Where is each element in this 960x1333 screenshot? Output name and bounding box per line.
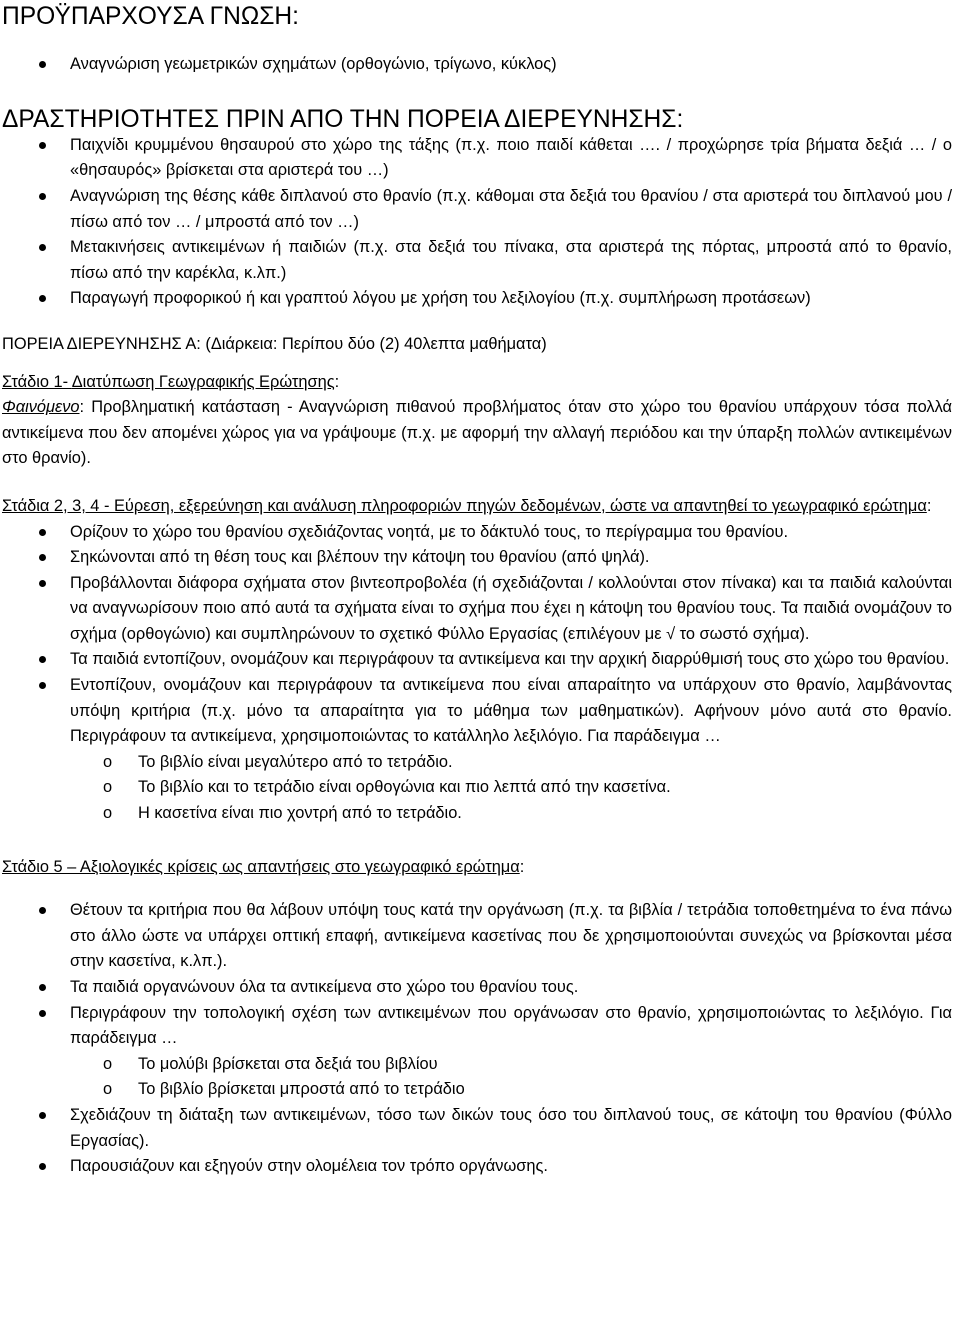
stage234-list xyxy=(2,520,952,750)
pre-activities-heading: ΔΡΑΣΤΗΡΙΟΤΗΤΕΣ ΠΡΙΝ ΑΠΟ ΤΗΝ ΠΟΡΕΙΑ ΔΙΕΡΕΥΝΗΣΗΣ: xyxy=(2,106,684,134)
stage234-title xyxy=(2,494,952,520)
list-item: Περιγράφουν την τοπολογική σχέση των αντικειμένων που οργάνωσαν στο θρανίο, χρησιμοποιώντας το λεξιλόγιο. Για παράδειγμα … xyxy=(2,1001,952,1052)
list-item: Τα παιδιά εντοπίζουν, ονομάζουν και περιγράφουν τα αντικείμενα και την αρχική διαρρύθμισή τους στο χώρο του θρανίου. xyxy=(2,647,952,673)
prior-knowledge-list xyxy=(2,52,952,78)
stage1-title-main: Διατύπωση Γεωγραφικής Ερώτησης xyxy=(71,372,335,391)
example-item: o Το μολύβι βρίσκεται στα δεξιά του βιβλίου xyxy=(70,1052,952,1078)
stage5-title-text: Στάδιο 5 – Αξιολογικές κρίσεις ως απαντήσεις στο γεωγραφικό ερώτημα xyxy=(2,857,520,876)
example-item: o Το βιβλίο είναι μεγαλύτερο από το τετράδιο. xyxy=(70,750,952,776)
list-item: Τα παιδιά οργανώνουν όλα τα αντικείμενα στο χώρο του θρανίου τους. xyxy=(2,975,952,1001)
list-item: Παραγωγή προφορικού ή και γραπτού λόγου με χρήση του λεξιλογίου (π.χ. συμπλήρωση προτάσεων) xyxy=(2,286,952,312)
stage234-title-suffix: : xyxy=(926,496,932,515)
prior-knowledge-heading: ΠΡΟΫΠΑΡΧΟΥΣΑ ΓΝΩΣΗ: xyxy=(2,3,300,30)
inquiry-heading: ΠΟΡΕΙΑ ΔΙΕΡΕΥΝΗΣΗΣ Α xyxy=(2,334,197,353)
stage1-text: : Προβληματική κατάσταση - Αναγνώριση πιθανού προβλήματος όταν στο χώρο του θρανίου υπάρχουν τόσα πολλά αντικείμενα που δεν απομένει χώρος για να γράψουμε (π.χ. με αφορμή την αλλαγή περιόδου και την ύπαρξη πολλών αντικειμένων στο θρανίο). xyxy=(2,398,952,468)
list-item: Μετακινήσεις αντικειμένων ή παιδιών (π.χ. στα δεξιά του πίνακα, στα αριστερά της πόρτας, μπροστά από το θρανίο, πίσω από την καρέκλα, κ.λπ.) xyxy=(2,235,952,286)
stage1-title-prefix: Στάδιο 1- xyxy=(2,372,72,391)
example-item: o Το βιβλίο βρίσκεται μπροστά από το τετράδιο xyxy=(70,1077,952,1103)
inquiry-heading-line xyxy=(2,332,952,358)
list-item: Αναγνώριση γεωμετρικών σχημάτων (ορθογώνιο, τρίγωνο, κύκλος) xyxy=(2,52,952,78)
list-item: Σχεδιάζουν τη διάταξη των αντικειμένων, τόσο των δικών τους όσο του διπλανού τους, σε κάτοψη του θρανίου (Φύλλο Εργασίας). xyxy=(2,1103,952,1154)
stage5-list-after xyxy=(2,1103,952,1180)
stage1-title-suffix: : xyxy=(334,372,340,391)
stage1-paragraph xyxy=(2,395,952,472)
list-item: Προβάλλονται διάφορα σχήματα στον βιντεοπροβολέα (ή σχεδιάζονται / κολλούνται στον πίνακα) και τα παιδιά καλούνται να αναγνωρίσουν ποιο από αυτά τα σχήματα είναι το σχήμα που έχει η κάτοψη του θρανίου τους. Τα παιδιά ονομάζουν το σχήμα (ορθογώνιο) και συμπληρώνουν το σχετικό Φύλλο Εργασίας (επιλέγουν με √ το σωστό σχήμα). xyxy=(2,571,952,648)
pre-activities-list xyxy=(2,133,952,312)
list-item: Θέτουν τα κριτήρια που θα λάβουν υπόψη τους κατά την οργάνωση (π.χ. τα βιβλία / τετράδια τοποθετημένα το ένα πάνω στο άλλο ώστε να υπάρχει οπτική επαφή, αντικείμενα κασετίνας που δε χρησιμοποιούνται συνεχώς να βρίσκονται μέσα στην κασετίνα, κ.λπ.). xyxy=(2,898,952,975)
list-item: Παιχνίδι κρυμμένου θησαυρού στο χώρο της τάξης (π.χ. ποιο παιδί κάθεται …. / προχώρησε τρία βήματα δεξιά … / ο «θησαυρός» βρίσκεται στα αριστερά του …) xyxy=(2,133,952,184)
stage5-list xyxy=(2,898,952,1052)
stage234-title-text: Στάδια 2, 3, 4 - Εύρεση, εξερεύνηση και ανάλυση πληροφοριών πηγών δεδομένων, ώστε να απαντηθεί το γεωγραφικό ερώτημα xyxy=(2,496,927,515)
list-item: Ορίζουν το χώρο του θρανίου σχεδιάζοντας νοητά, με το δάκτυλό τους, το περίγραμμα του θρανίου. xyxy=(2,520,952,546)
stage5-examples xyxy=(2,1052,952,1103)
stage5-title xyxy=(2,855,952,881)
list-item: Παρουσιάζουν και εξηγούν στην ολομέλεια τον τρόπο οργάνωσης. xyxy=(2,1154,952,1180)
stage5-title-suffix: : xyxy=(519,857,525,876)
inquiry-duration: : (Διάρκεια: Περίπου δύο (2) 40λεπτα μαθήματα) xyxy=(196,334,547,353)
list-item: Εντοπίζουν, ονομάζουν και περιγράφουν τα αντικείμενα που είναι απαραίτητο να υπάρχουν στο θρανίο, λαμβάνοντας υπόψη κριτήρια (π.χ. μόνο τα απαραίτητα για το μάθημα των μαθηματικών). Αφήνουν μόνο αυτά στο θρανίο. Περιγράφουν τα αντικείμενα, χρησιμοποιώντας το κατάλληλο λεξιλόγιο. Για παράδειγμα … xyxy=(2,673,952,750)
phenomenon-label: Φαινόμενο xyxy=(2,398,80,417)
stage234-examples xyxy=(2,750,952,827)
example-item: o Η κασετίνα είναι πιο χοντρή από το τετράδιο. xyxy=(70,801,952,827)
example-item: o Το βιβλίο και το τετράδιο είναι ορθογώνια και πιο λεπτά από την κασετίνα. xyxy=(70,775,952,801)
stage1-title xyxy=(2,370,952,396)
list-item: Σηκώνονται από τη θέση τους και βλέπουν την κάτοψη του θρανίου (από ψηλά). xyxy=(2,545,952,571)
list-item: Αναγνώριση της θέσης κάθε διπλανού στο θρανίο (π.χ. κάθομαι στα δεξιά του θρανίου / στα αριστερά του διπλανού μου / πίσω από τον … / μπροστά από τον …) xyxy=(2,184,952,235)
